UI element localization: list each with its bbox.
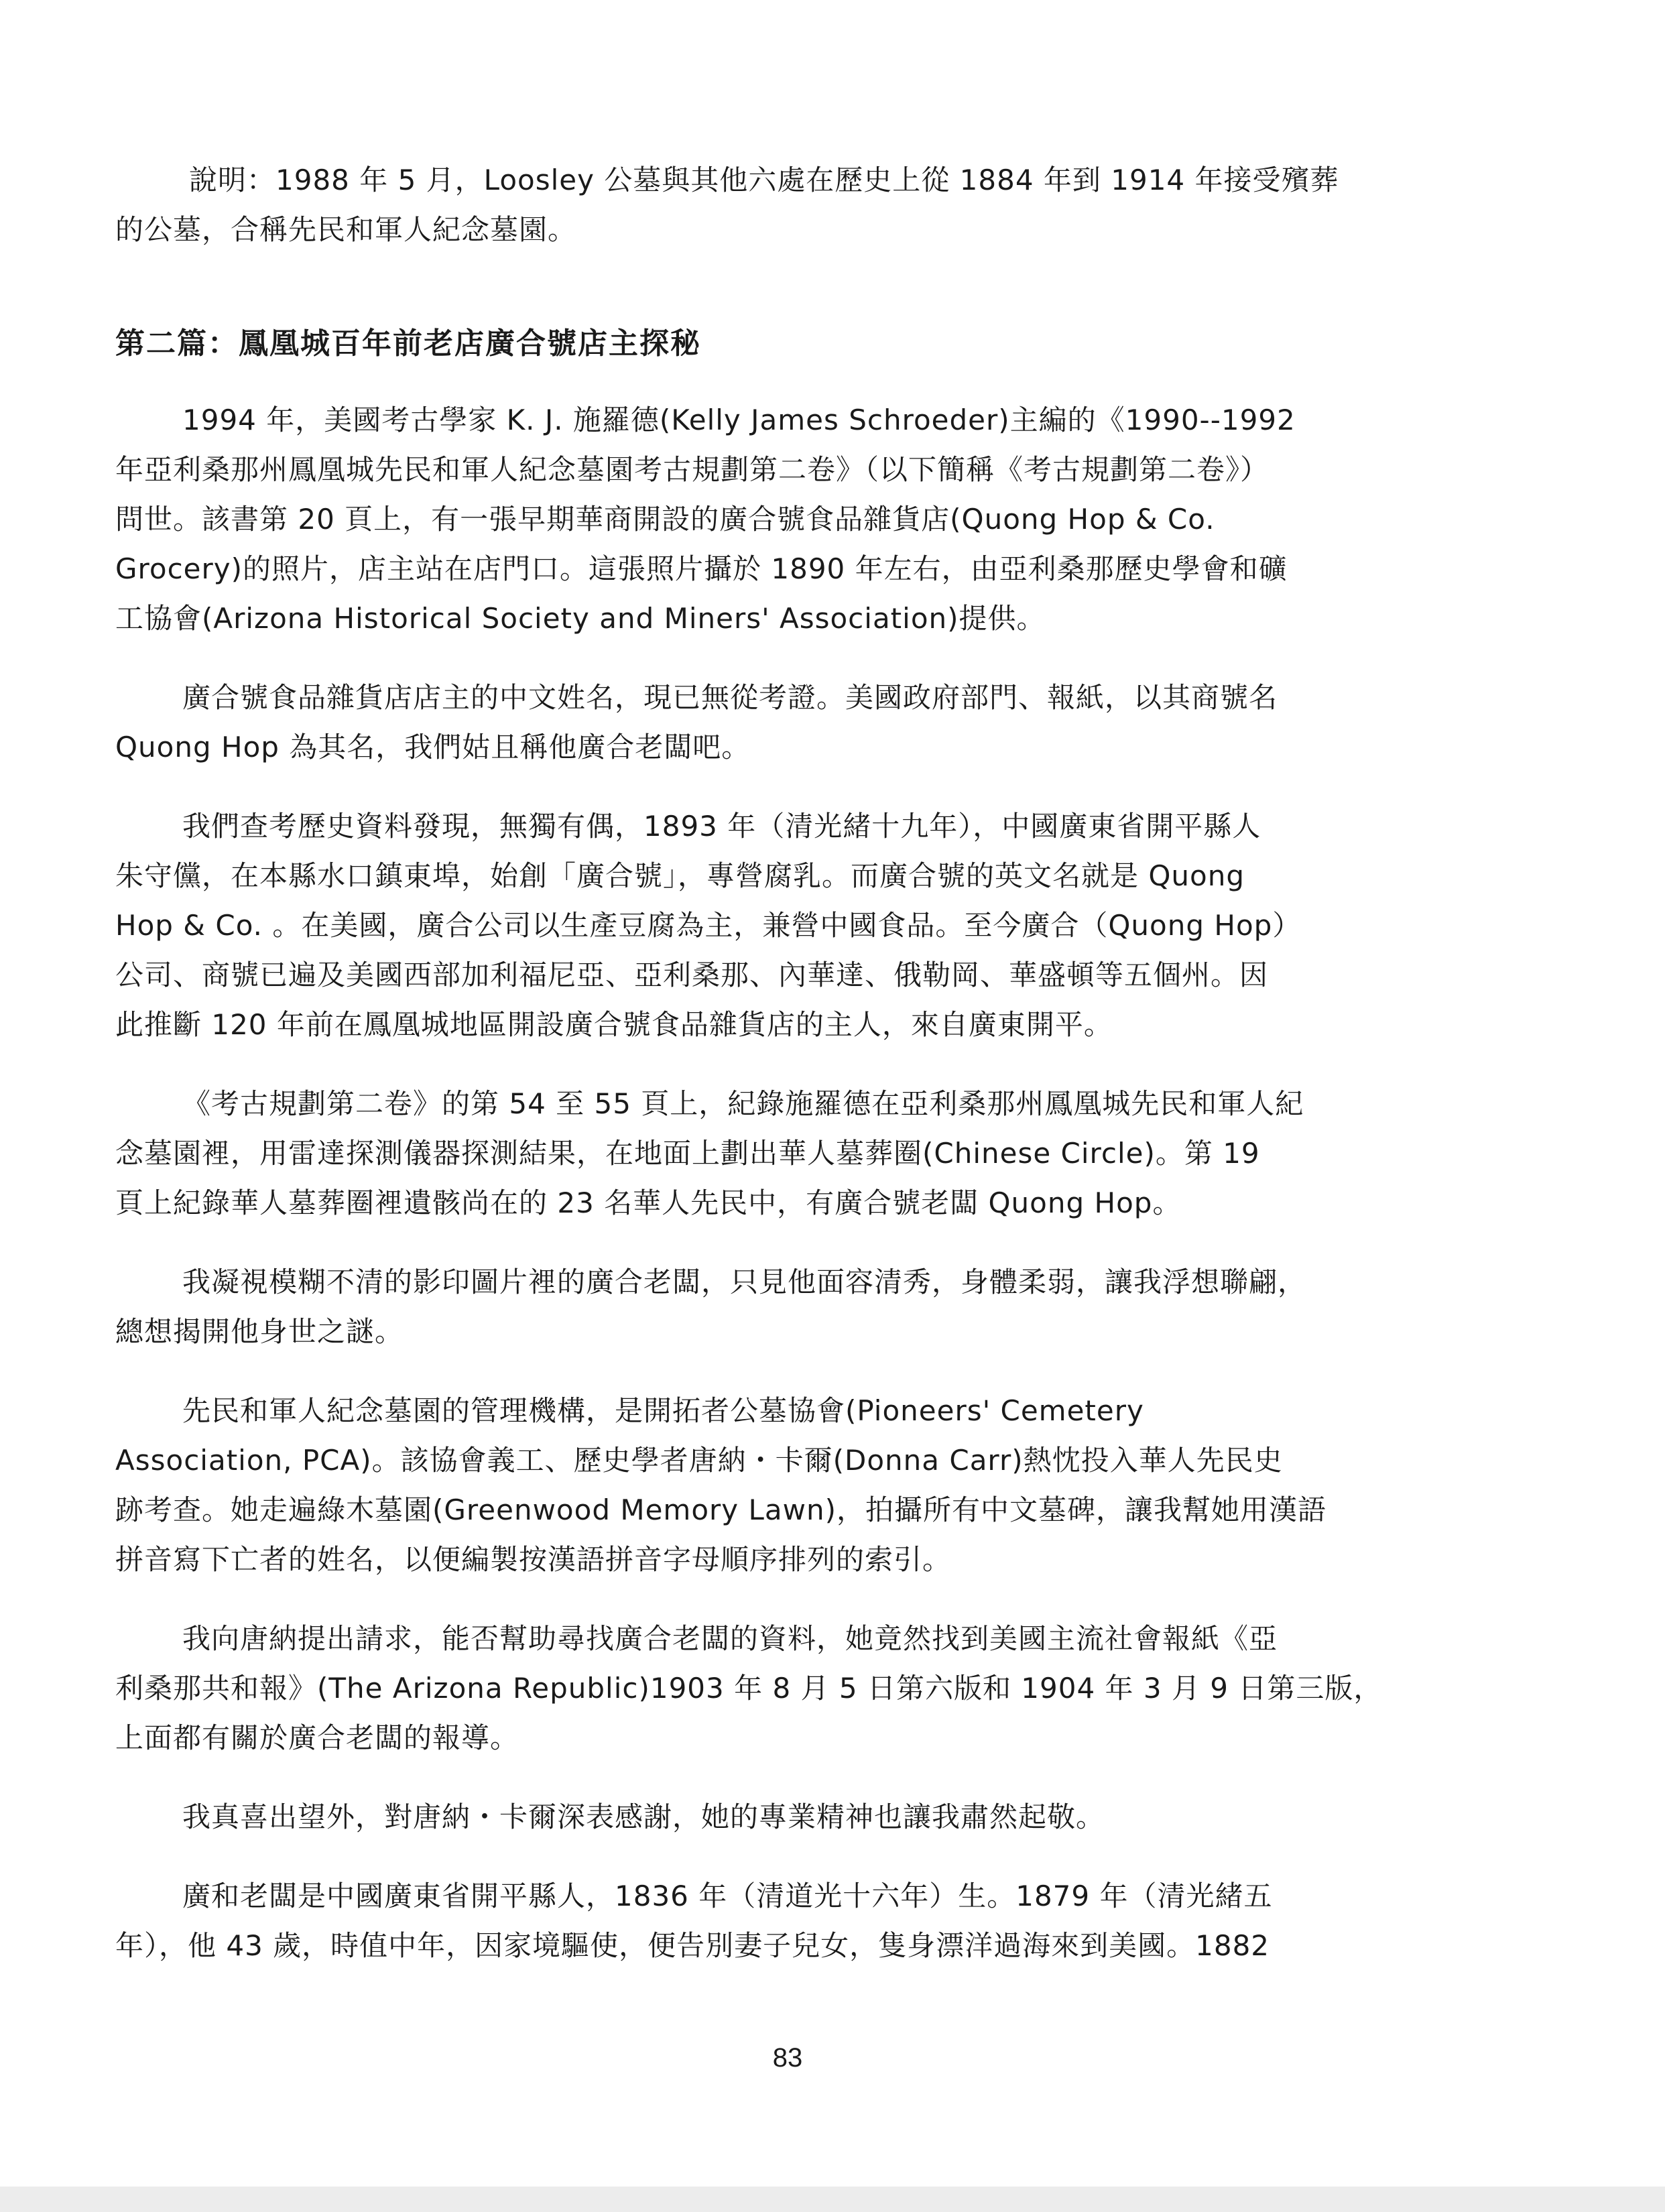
paragraph-8: 我真喜出望外，對唐納・卡爾深表感謝，她的專業精神也讓我肅然起敬。 xyxy=(182,1800,1105,1833)
paragraph-9: 廣和老闆是中國廣東省開平縣人，1836 年（清道光十六年）生。1879 年（清光緒五 年），他 43 歲，時值中年，因家境驅使，便告別妻子兒女，隻身漂洋過海來到美國。1882 xyxy=(115,1880,1273,1962)
page-number: 83 xyxy=(772,2043,803,2073)
section-heading: 第二篇：鳳凰城百年前老店廣合號店主探秘 xyxy=(115,326,701,361)
paragraph-2: 廣合號食品雜貨店店主的中文姓名，現已無從考證。美國政府部門、報紙，以其商號名 Quong Hop 為其名，我們姑且稱他廣合老闆吧。 xyxy=(115,681,1278,763)
scan-edge xyxy=(0,2187,1665,2212)
paragraph-3: 我們查考歷史資料發現，無獨有偶，1893 年（清光緒十九年），中國廣東省開平縣人 朱守儻，在本縣水口鎮東埠，始創「廣合號」，專營腐乳。而廣合號的英文名就是 Quong Hop & Co. 。在美國，廣合公司以生產豆腐為主，兼營中國食品。至今廣合（Quong Hop） 公司、商號已遍及美國西部加利福尼亞、亞利桑那、內華達、俄勒岡、華盛頓等五個州。因 此推斷 120 年前在鳳凰城地區開設廣合號食品雜貨店的主人，來自廣東開平。 xyxy=(115,810,1302,1041)
paragraph-6: 先民和軍人紀念墓園的管理機構，是開拓者公墓協會(Pioneers' Cemetery Association, PCA)。該協會義工、歷史學者唐納・卡爾(Donna Carr)熱忱投入華人先民史 跡考查。她走遍綠木墓園(Greenwood Memory Lawn)，拍攝所有中文墓碑，讓我幫她用漢語 拼音寫下亡者的姓名，以便編製按漢語拼音字母順序排列的索引。 xyxy=(115,1394,1327,1576)
paragraph-5: 我凝視模糊不清的影印圖片裡的廣合老闆，只見他面容清秀，身體柔弱，讓我浮想聯翩， 總想揭開他身世之謎。 xyxy=(115,1266,1307,1348)
paragraph-7: 我向唐納提出請求，能否幫助尋找廣合老闆的資料，她竟然找到美國主流社會報紙《亞 利桑那共和報》(The Arizona Republic)1903 年 8 月 5 日第六版和 1904 年 3 月 9 日第三版， 上面都有關於廣合老闆的報導。 xyxy=(115,1622,1383,1754)
paragraph-1: 1994 年，美國考古學家 K. J. 施羅德(Kelly James Schroeder)主編的《1990--1992 年亞利桑那州鳳凰城先民和軍人紀念墓園考古規劃第二卷》（以下簡稱《考古規劃第二卷》） 問世。該書第 20 頁上，有一張早期華商開設的廣合號食品雜貨店(Quong Hop & Co. Grocery)的照片，店主站在店門口。這張照片攝於 1890 年左右，由亞利桑那歷史學會和礦 工協會(Arizona Historical Society and Miners' Association)提供。 xyxy=(115,404,1296,635)
page-content xyxy=(115,156,1456,1971)
photo-caption: 說明：1988 年 5 月，Loosley 公墓與其他六處在歷史上從 1884 年到 1914 年接受殯葬 的公墓，合稱先民和軍人紀念墓園。 xyxy=(115,164,1339,246)
paragraph-4: 《考古規劃第二卷》的第 54 至 55 頁上，紀錄施羅德在亞利桑那州鳳凰城先民和軍人紀 念墓園裡，用雷達探測儀器探測結果，在地面上劃出華人墓葬圈(Chinese Circle)。第 19 頁上紀錄華人墓葬圈裡遺骸尚在的 23 名華人先民中，有廣合號老闆 Quong Hop。 xyxy=(115,1087,1304,1219)
